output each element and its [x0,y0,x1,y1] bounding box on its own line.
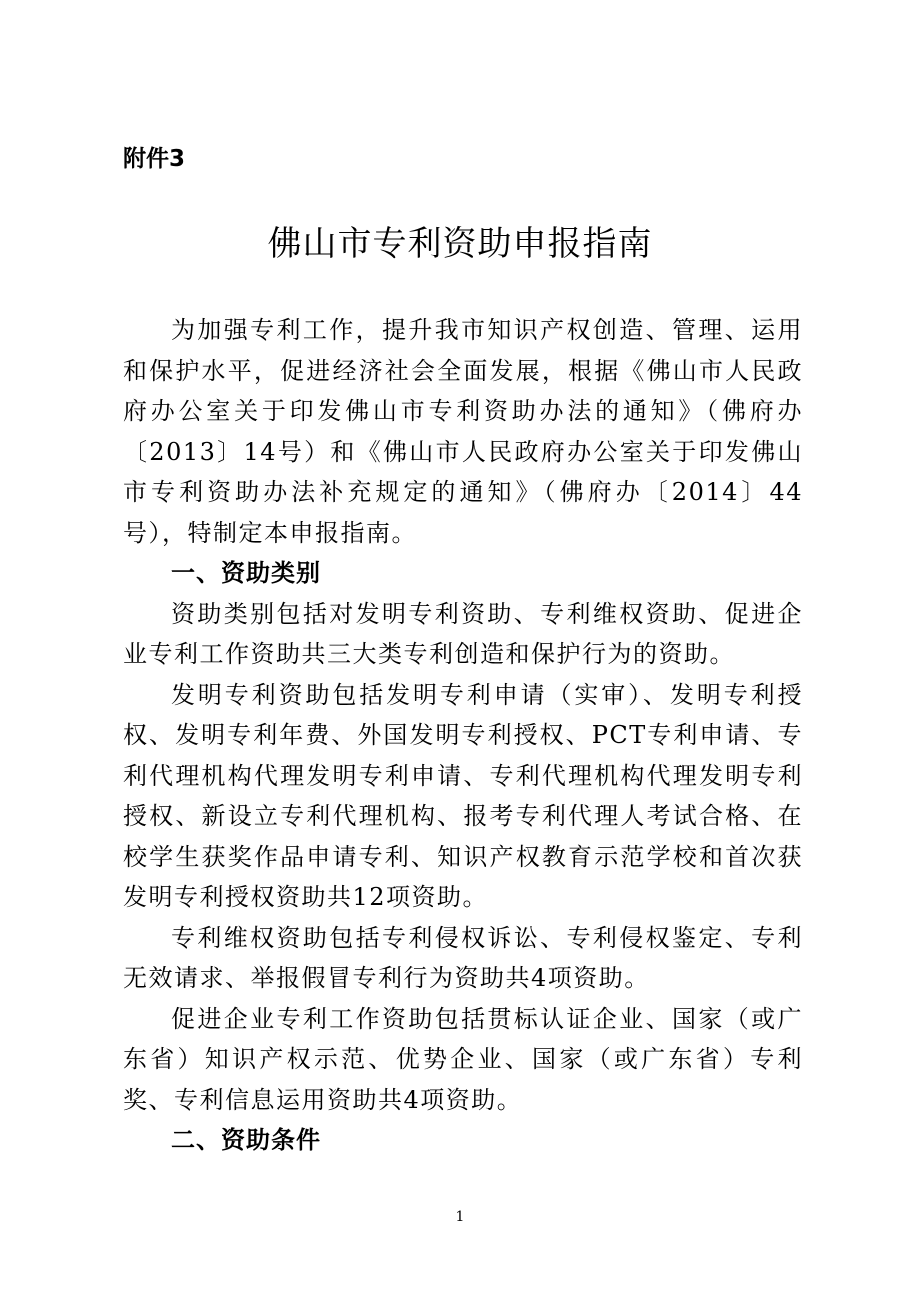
section-heading-funding-conditions: 二、资助条件 [171,1126,321,1154]
page-number: 1 [455,1209,465,1225]
section-heading-funding-categories: 一、资助类别 [171,559,321,587]
attachment-label: 附件3 [123,146,186,172]
paragraph-rights-protection-funding: 专利维权资助包括专利侵权诉讼、专利侵权鉴定、专利无效请求、举报假冒专利行为资助共4项资助。 [123,923,803,992]
document-title: 佛山市专利资助申报指南 [267,224,653,264]
paragraph-funding-overview: 资助类别包括对发明专利资助、专利维权资助、促进企业专利工作资助共三大类专利创造和保护行为的资助。 [123,599,803,668]
paragraph-enterprise-patent-funding: 促进企业专利工作资助包括贯标认证企业、国家（或广东省）知识产权示范、优势企业、国家（或广东省）专利奖、专利信息运用资助共4项资助。 [123,1004,803,1114]
paragraph-invention-patent-funding: 发明专利资助包括发明专利申请（实审）、发明专利授权、发明专利年费、外国发明专利授权、PCT专利申请、专利代理机构代理发明专利申请、专利代理机构代理发明专利授权、新设立专利代理机构、报考专利代理人考试合格、在校学生获奖作品申请专利、知识产权教育示范学校和首次获发明专利授权资助共12项资助。 [123,680,803,911]
document-body [123,310,803,1161]
intro-paragraph: 为加强专利工作，提升我市知识产权创造、管理、运用和保护水平，促进经济社会全面发展，根据《佛山市人民政府办公室关于印发佛山市专利资助办法的通知》（佛府办〔2013〕14号）和《佛山市人民政府办公室关于印发佛山市专利资助办法补充规定的通知》（佛府办〔2014〕44号），特制定本申报指南。 [123,316,803,547]
